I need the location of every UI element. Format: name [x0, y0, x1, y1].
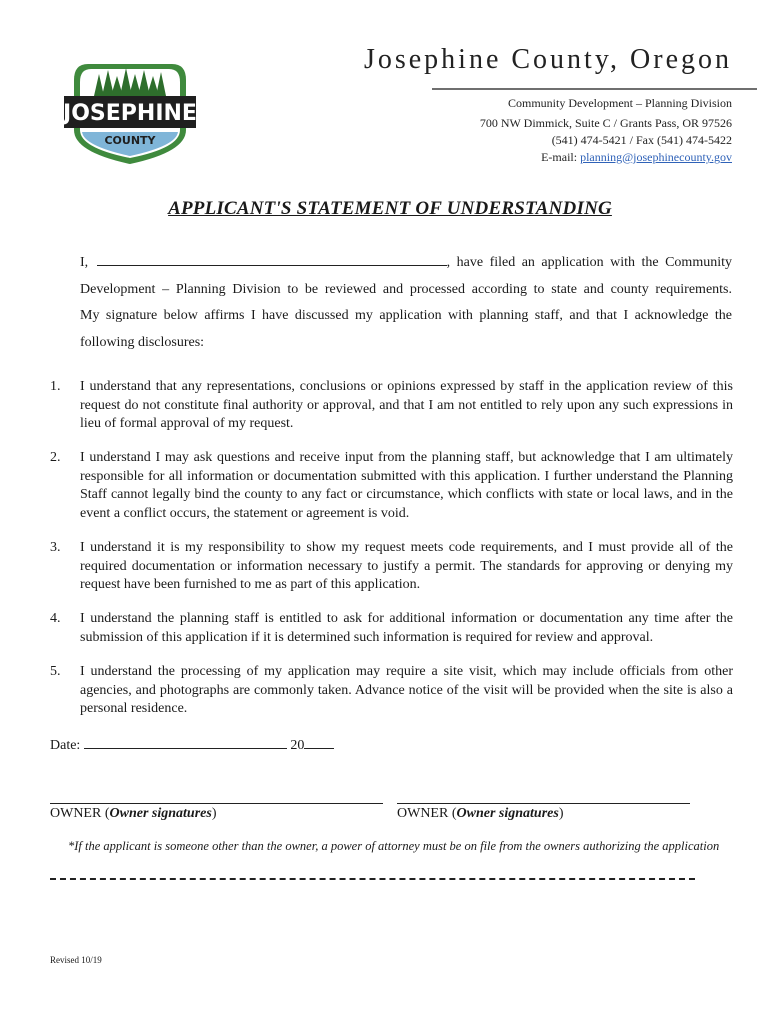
item-text: I understand it is my responsibility to show my request meets code requirements, and I must provide all of the required documentation or information necessary to justify a permit. The standards for approving or denying my request have been furnished to me as part of this application. — [80, 540, 733, 592]
owner-signature-line[interactable] — [50, 803, 383, 804]
item-text: I understand I may ask questions and receive input from the planning staff, but acknowledge that I am ultimately responsible for all information or documentation submitted with this application. I further understand the Planning Staff cannot legally bind the county to any fact or circumstance, which conflicts with state or local laws, and in the event a conflict occurs, the statement or agreement is void. — [80, 450, 733, 521]
phone-fax: (541) 474-5421 / Fax (541) 474-5422 — [551, 133, 732, 147]
owner-signature-line[interactable] — [397, 803, 690, 804]
owner-label-italic: Owner signatures — [109, 806, 212, 821]
intro-line-4: following disclosures: — [80, 334, 205, 350]
county-title: Josephine County, Oregon — [363, 44, 732, 75]
item-text: I understand the planning staff is entitled to ask for additional information or documentation any time after the submission of this application if it is determined such information is required for review and approval. — [80, 611, 733, 645]
header-divider — [432, 88, 757, 90]
county-logo — [58, 60, 202, 166]
intro-line-2: Development – Planning Division to be reviewed and processed according to state and county requirements. — [80, 281, 732, 297]
intro-suffix: , have filed an application with the Community — [446, 255, 732, 270]
intro-paragraph — [80, 250, 732, 356]
intro-line-1 — [80, 250, 732, 277]
disclosure-item — [50, 663, 733, 719]
department-name: Community Development – Planning Division — [508, 96, 732, 110]
item-number: 4. — [50, 611, 61, 626]
disclosure-item — [50, 539, 733, 595]
dashed-divider — [50, 878, 695, 880]
logo-text-county: COUNTY — [104, 134, 156, 147]
revision-label: Revised 10/19 — [50, 955, 102, 965]
email-link[interactable]: planning@josephinecounty.gov — [580, 150, 732, 164]
document-title: APPLICANT'S STATEMENT OF UNDERSTANDING — [168, 198, 612, 219]
owner-label-close: ) — [211, 806, 217, 821]
item-number: 3. — [50, 540, 61, 555]
disclosure-item — [50, 449, 733, 523]
owner-signature-label — [50, 806, 216, 822]
owner-signature-label — [397, 806, 563, 822]
item-text: I understand the processing of my application may require a site visit, which may include officials from other agencies, and photographs are commonly taken. Advance notice of the visit will be provided when the site is also a personal residence. — [80, 664, 733, 716]
date-label: Date: — [50, 738, 84, 753]
item-text: I understand that any representations, conclusions or opinions expressed by staff in the application review of this request do not constitute final authority or approval, and that I am not entitled to rely upon any such expressions in lieu of formal approval of my request. — [80, 379, 733, 431]
owner-label-text: OWNER ( — [50, 806, 110, 821]
intro-prefix: I, — [80, 255, 95, 270]
intro-line-3: My signature below affirms I have discussed my application with planning staff, and that I acknowledge the — [80, 308, 732, 323]
power-of-attorney-note: *If the applicant is someone other than the owner, a power of attorney must be on file from the owners authorizing the application — [68, 839, 720, 853]
year-prefix: 20 — [286, 738, 305, 753]
logo-text-josephine: JOSEPHINE — [63, 101, 197, 126]
year-field[interactable] — [304, 734, 334, 749]
applicant-name-field[interactable] — [97, 250, 447, 266]
email-line — [541, 150, 732, 165]
owner-label-italic: Owner signatures — [456, 806, 559, 821]
disclosure-item — [50, 378, 733, 434]
item-number: 5. — [50, 664, 61, 679]
owner-label-text: OWNER ( — [397, 806, 457, 821]
item-number: 1. — [50, 379, 61, 394]
email-label: E-mail: — [541, 150, 581, 164]
date-field[interactable] — [84, 734, 287, 749]
disclosure-item — [50, 610, 733, 647]
address: 700 NW Dimmick, Suite C / Grants Pass, OR 97526 — [479, 116, 732, 130]
owner-label-close: ) — [558, 806, 564, 821]
item-number: 2. — [50, 450, 61, 465]
date-row — [50, 734, 334, 754]
